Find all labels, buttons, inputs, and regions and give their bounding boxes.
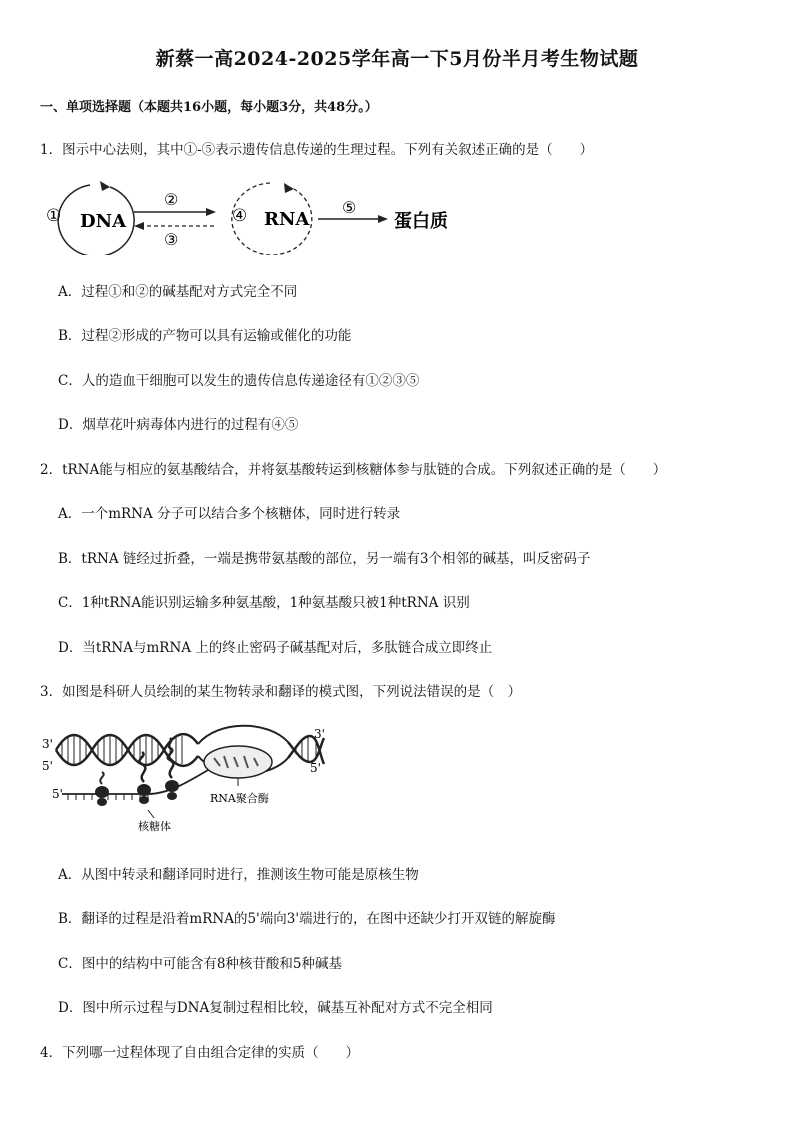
question-2-option-c: C．1种tRNA能识别运输多种氨基酸，1种氨基酸只被1种tRNA 识别: [58, 595, 470, 611]
question-3-option-c: C．图中的结构中可能含有8种核苷酸和5种碱基: [58, 956, 343, 972]
label-5-left: 5': [42, 759, 53, 773]
label-1: ①: [46, 206, 62, 226]
question-4-stem: 4．下列哪一过程体现了自由组合定律的实质（ ）: [40, 1045, 360, 1061]
question-1-option-a: A．过程①和②的碱基配对方式完全不同: [58, 284, 298, 300]
question-2-option-d: D．当tRNA与mRNA 上的终止密码子碱基配对后，多肽链合成立即终止: [58, 640, 493, 656]
label-rna-polymerase: RNA聚合酶: [210, 792, 269, 805]
question-2-option-a: A．一个mRNA 分子可以结合多个核糖体，同时进行转录: [58, 506, 401, 522]
label-dna: DNA: [80, 211, 127, 232]
section-heading: 一、单项选择题（本题共16小题，每小题3分，共48分。）: [40, 100, 378, 115]
label-3-left: 3': [42, 737, 53, 751]
central-dogma-diagram: [38, 175, 468, 255]
label-mrna-5: 5': [52, 787, 63, 801]
label-3-right: 3': [314, 727, 325, 741]
label-5: ⑤: [342, 198, 357, 217]
page-title: 新蔡一高2024-2025学年高一下5月份半月考生物试题: [155, 48, 639, 70]
question-3-option-d: D．图中所示过程与DNA复制过程相比较，碱基互补配对方式不完全相同: [58, 1000, 493, 1016]
label-rna: RNA: [264, 209, 310, 230]
label-ribosome: 核糖体: [138, 820, 171, 833]
question-3-option-a: A．从图中转录和翻译同时进行，推测该生物可能是原核生物: [58, 867, 419, 883]
label-5-right: 5': [310, 761, 321, 775]
question-2-option-b: B．tRNA 链经过折叠，一端是携带氨基酸的部位，另一端有3个相邻的碱基，叫反密码子: [58, 551, 591, 567]
label-4: ④: [232, 206, 248, 226]
label-3: ③: [164, 230, 179, 249]
question-2-stem: 2．tRNA能与相应的氨基酸结合，并将氨基酸转运到核糖体参与肽链的合成。下列叙述正确的是（ ）: [40, 462, 667, 478]
question-3-stem: 3．如图是科研人员绘制的某生物转录和翻译的模式图，下列说法错误的是（ ）: [40, 684, 522, 700]
question-3-option-b: B．翻译的过程是沿着mRNA的5'端向3'端进行的，在图中还缺少打开双链的解旋酶: [58, 911, 556, 927]
question-1-option-d: D．烟草花叶病毒体内进行的过程有④⑤: [58, 417, 299, 433]
question-1-option-c: C．人的造血干细胞可以发生的遗传信息传递途径有①②③⑤: [58, 373, 420, 389]
transcription-translation-diagram: [38, 722, 338, 840]
question-1-option-b: B．过程②形成的产物可以具有运输或催化的功能: [58, 328, 352, 344]
label-2: ②: [164, 190, 179, 209]
label-protein: 蛋白质: [394, 211, 448, 232]
question-1-stem: 1．图示中心法则，其中①-⑤表示遗传信息传递的生理过程。下列有关叙述正确的是（ ）: [40, 142, 594, 158]
